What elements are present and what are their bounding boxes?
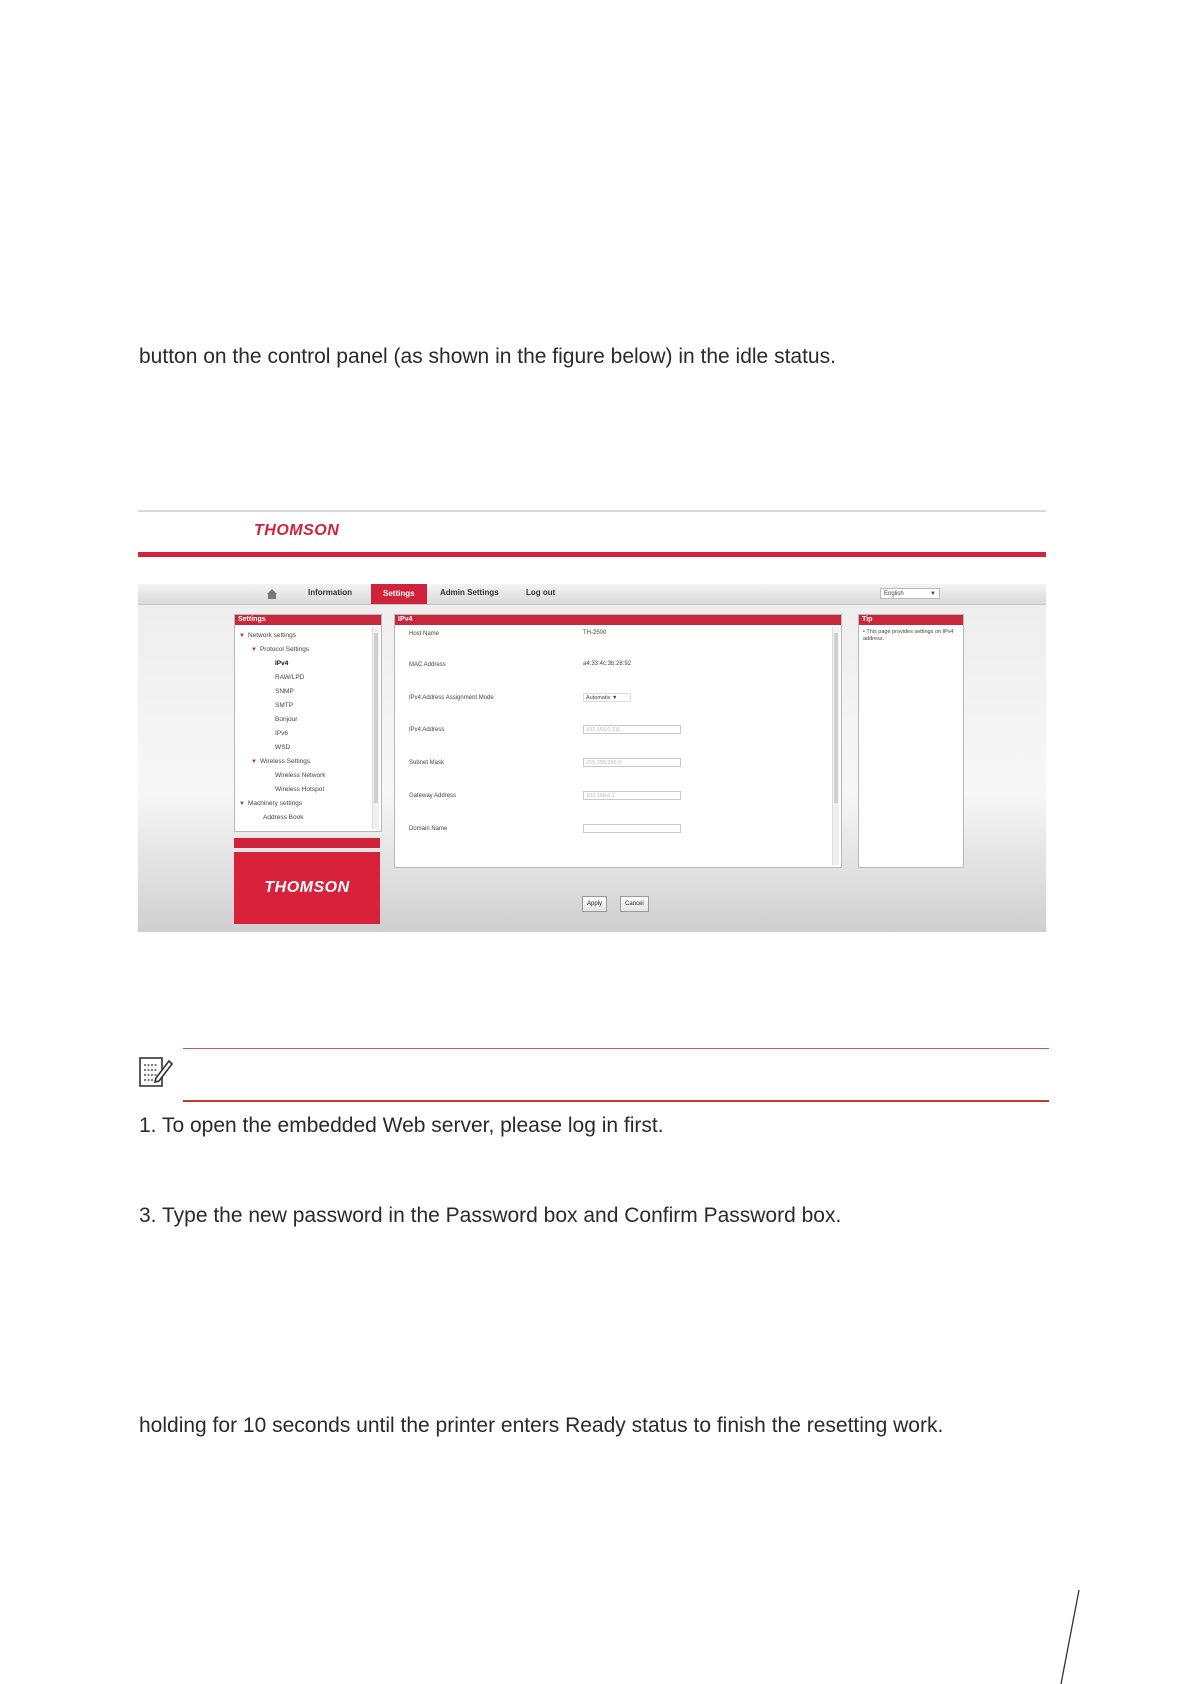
tree-item-network-settings[interactable]: ▼ Network settings (239, 632, 296, 639)
sidebar-title: Settings (235, 615, 381, 625)
intro-text: button on the control panel (as shown in the figure below) in the idle status. (139, 345, 836, 368)
page-corner-decoration (1055, 1588, 1085, 1684)
chevron-down-icon: ▼ (612, 695, 618, 701)
note-divider-top (183, 1048, 1049, 1049)
subnet-mask-label: Subnet Mask (409, 760, 445, 766)
ipv4-address-field[interactable]: 192.168.0.111 (583, 725, 681, 734)
divider (138, 510, 1046, 512)
host-name-label: Host Name (409, 631, 440, 637)
tree-item-machinery-settings[interactable]: ▼ Machinery settings (239, 800, 303, 807)
expand-arrow-icon: ▼ (251, 647, 257, 653)
apply-button[interactable]: Apply (582, 896, 607, 912)
gateway-address-field[interactable]: 192.168.0.1 (583, 791, 681, 800)
note-item-3: 3. Type the new password in the Password box and Confirm Password box. (139, 1204, 842, 1227)
subnet-mask-field[interactable]: 255.255.255.0 (583, 758, 681, 767)
header-rule (138, 552, 1046, 557)
cancel-button[interactable]: Cancel (620, 896, 649, 912)
assignment-mode-select[interactable]: Automatic ▼ (583, 693, 631, 702)
domain-name-label: Domain Name (409, 826, 448, 832)
top-nav (138, 584, 1046, 605)
chevron-down-icon: ▼ (930, 591, 936, 597)
tree-item-ipv4[interactable]: IPv4 (275, 660, 289, 667)
nav-admin-settings[interactable]: Admin Settings (440, 588, 499, 597)
ipv4-address-label: IPv4 Address (409, 727, 445, 733)
brand-logo: THOMSON (254, 522, 340, 539)
web-server-screenshot (138, 510, 1046, 932)
note-item-1: 1. To open the embedded Web server, please log in first. (139, 1114, 664, 1137)
ipv4-settings-panel (394, 614, 842, 868)
tip-text: • This page provides settings on IPv4 address. (863, 629, 954, 642)
tree-item-wireless-settings[interactable]: ▼ Wireless Settings (251, 758, 311, 765)
settings-sidebar (234, 614, 382, 832)
note-icon (138, 1056, 174, 1090)
assignment-mode-label: IPv4 Address Assignment Mode (409, 695, 494, 701)
tree-item-wsd[interactable]: WSD (275, 744, 291, 751)
sidebar-brand-logo: THOMSON (234, 852, 380, 924)
home-icon[interactable] (266, 588, 278, 599)
mac-address-value: a4:33:4c:3b:28:92 (583, 661, 632, 667)
note-divider-bottom (183, 1100, 1049, 1102)
expand-arrow-icon: ▼ (239, 801, 245, 807)
mac-address-label: MAC Address (409, 662, 446, 668)
domain-name-field[interactable] (583, 824, 681, 833)
scrollbar-thumb[interactable] (834, 633, 838, 803)
tree-item-ipv6[interactable]: IPv6 (275, 730, 289, 737)
tip-title: Tip (859, 615, 963, 625)
closing-text: holding for 10 seconds until the printer enters Ready status to finish the resetting work. (139, 1414, 944, 1437)
panel-title: IPv4 (395, 615, 841, 625)
expand-arrow-icon: ▼ (239, 633, 245, 639)
tree-item-protocol-settings[interactable]: ▼ Protocol Settings (251, 646, 310, 653)
nav-settings[interactable]: Settings (371, 584, 427, 604)
scrollbar-thumb[interactable] (374, 633, 378, 803)
host-name-value: TH-2500 (583, 630, 607, 636)
settings-tree (239, 629, 367, 825)
gateway-address-label: Gateway Address (409, 793, 457, 799)
tree-item-snmp[interactable]: SNMP (275, 688, 294, 695)
tree-item-smtp[interactable]: SMTP (275, 702, 294, 709)
language-select[interactable] (880, 588, 940, 599)
tree-item-address-book[interactable]: Address Book (263, 814, 304, 821)
tree-item-bonjour[interactable]: Bonjour (275, 716, 298, 723)
expand-arrow-icon: ▼ (251, 759, 257, 765)
tree-item-wireless-network[interactable]: Wireless Network (275, 772, 326, 779)
tip-panel (858, 614, 964, 868)
nav-log-out[interactable]: Log out (526, 588, 556, 597)
sidebar-accent-bar (234, 838, 380, 848)
nav-information[interactable]: Information (308, 588, 352, 597)
language-value: English (884, 591, 904, 597)
sidebar-scrollbar[interactable] (372, 627, 379, 829)
panel-scrollbar[interactable] (832, 627, 839, 865)
tree-item-wireless-hotspot[interactable]: Wireless Hotspot (275, 786, 325, 793)
tree-item-raw-lpd[interactable]: RAW/LPD (275, 674, 305, 681)
